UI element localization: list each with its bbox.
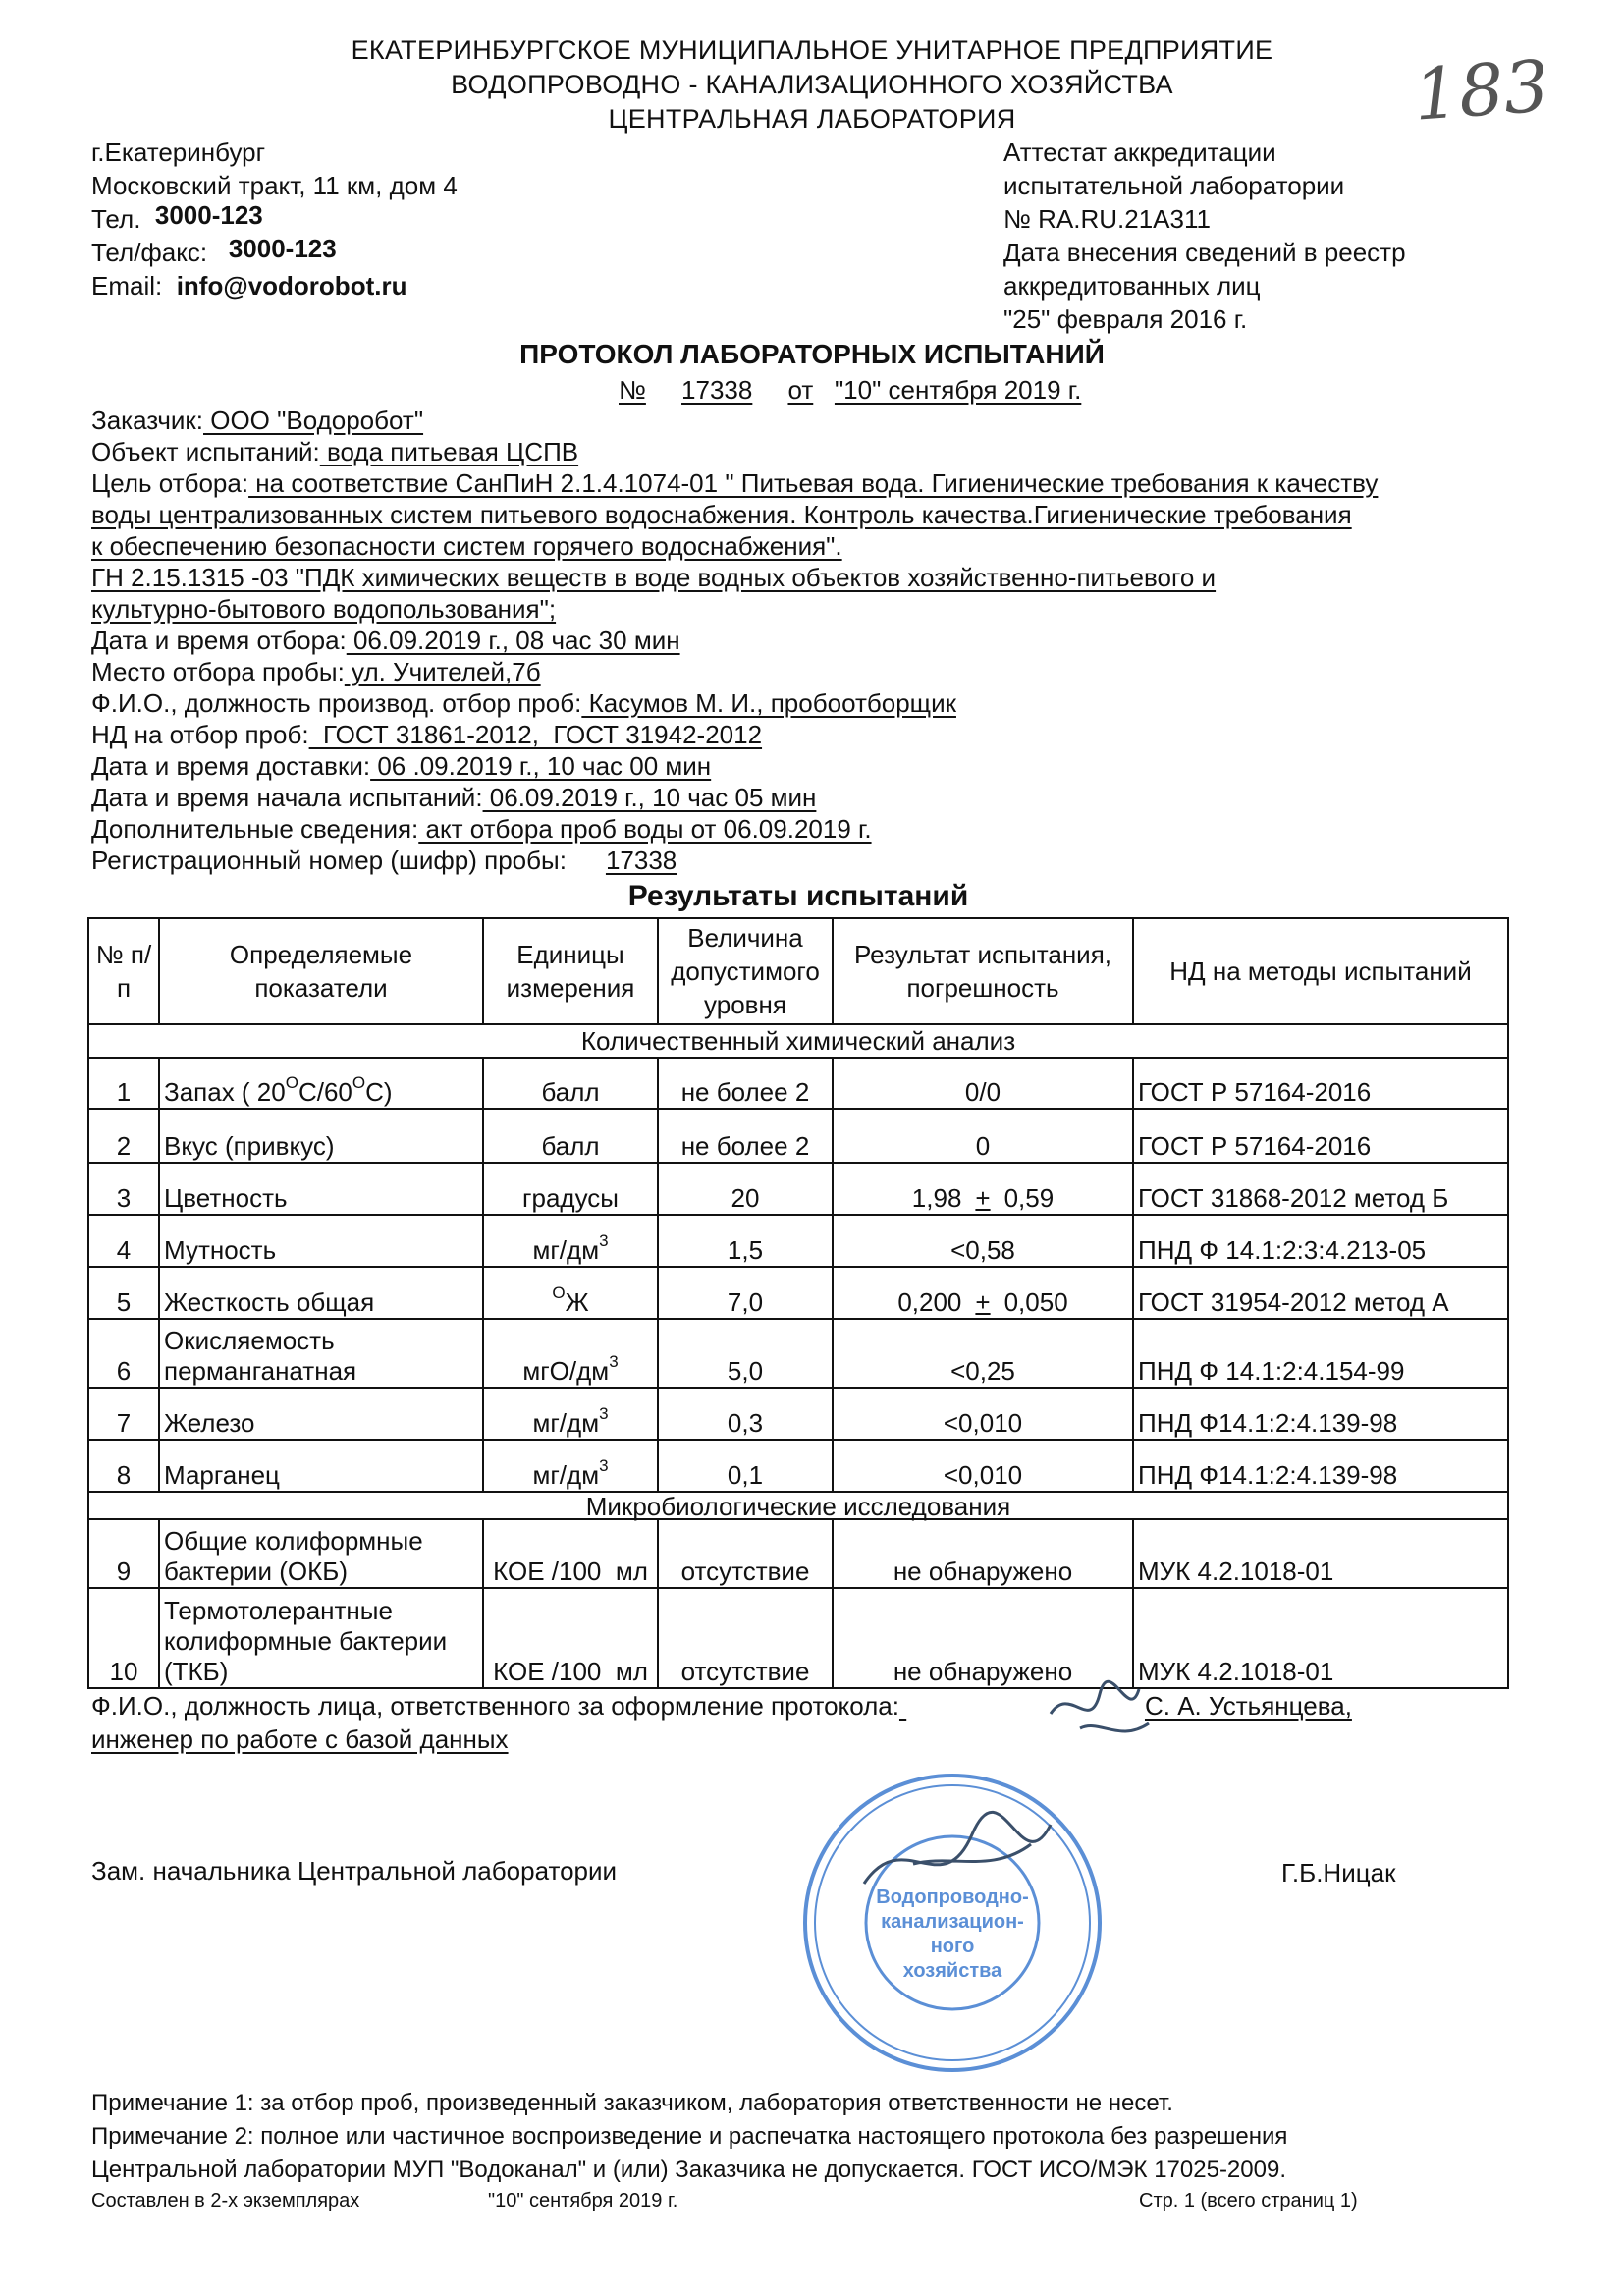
handwritten-page-number: 183 [1411, 44, 1552, 137]
stamp-text: ного [930, 1936, 975, 1957]
row-unit [483, 1440, 658, 1492]
place: ул. Учителей,7б [344, 657, 541, 686]
accreditation-line: Дата внесения сведений в реестр [1003, 238, 1406, 267]
row-limit: 0,3 [658, 1388, 833, 1440]
sampling-datetime-line [91, 626, 680, 656]
result-error: 0,59 [1003, 1183, 1055, 1213]
row-result [833, 1267, 1133, 1319]
row-indicator [159, 1319, 483, 1388]
row-result: 0/0 [833, 1058, 1133, 1109]
accreditation-line: аккредитованных лиц [1003, 271, 1261, 301]
indicator-text: колиформные бактерии [164, 1626, 448, 1656]
row-result: <0,25 [833, 1319, 1133, 1388]
row-num: 4 [88, 1215, 159, 1267]
row-indicator: Мутность [159, 1215, 483, 1267]
row-limit: отсутствие [658, 1588, 833, 1688]
row-indicator [159, 1519, 483, 1588]
stamp-icon [795, 1766, 1110, 2080]
purpose-line-5: культурно-бытового водопользования"; [91, 594, 557, 624]
section-chem: Количественный химический анализ [88, 1024, 1508, 1058]
row-result: не обнаружено [833, 1519, 1133, 1588]
sampler-label: Ф.И.О., должность производ. отбор проб: [91, 688, 582, 718]
row-num: 5 [88, 1267, 159, 1319]
results-title: Результаты испытаний [627, 880, 969, 912]
row-unit: балл [483, 1109, 658, 1163]
extra: акт отбора проб воды от 06.09.2019 г. [418, 814, 872, 844]
row-limit: 5,0 [658, 1319, 833, 1388]
table-row [88, 1388, 1508, 1440]
row-indicator: Марганец [159, 1440, 483, 1492]
responsible-position: инженер по работе с базой данных [91, 1724, 509, 1754]
row-limit: не более 2 [658, 1058, 833, 1109]
row-limit: отсутствие [658, 1519, 833, 1588]
phone-label: Тел. [91, 204, 141, 234]
org-name-line2: ВОДОПРОВОДНО - КАНАЛИЗАЦИОННОГО ХОЗЯЙСТВА [451, 70, 1173, 99]
result-value: 0,200 [897, 1287, 962, 1317]
purpose-line-2: воды централизованных систем питьевого водоснабжения. Контроль качества.Гигиенические требования [91, 500, 1352, 529]
email: info@vodorobot.ru [176, 271, 407, 301]
row-method: МУК 4.2.1018-01 [1133, 1588, 1508, 1688]
indicator-text: Общие колиформные [164, 1526, 423, 1556]
degree-sup: О [552, 1284, 566, 1302]
fax-line [91, 236, 458, 269]
plus-minus-sign: + [975, 1183, 991, 1213]
object-label: Объект испытаний: [91, 437, 320, 466]
results-table [87, 917, 1509, 1689]
table-row [88, 1215, 1508, 1267]
nd-label: НД на отбор проб: [91, 720, 309, 749]
row-num: 10 [88, 1588, 159, 1688]
table-row [88, 1588, 1508, 1688]
row-limit: 7,0 [658, 1267, 833, 1319]
row-num: 3 [88, 1163, 159, 1215]
sampling-datetime: 06.09.2019 г., 08 час 30 мин [346, 626, 680, 655]
table-row [88, 1163, 1508, 1215]
result-error: 0,050 [1003, 1287, 1068, 1317]
place-line [91, 657, 541, 687]
unit-text: мг/дм [532, 1408, 600, 1438]
footer-page: Стр. 1 (всего страниц 1) [1139, 2190, 1358, 2212]
accreditation-block [1003, 136, 1406, 336]
table-row [88, 1440, 1508, 1492]
indicator-text: бактерии (ОКБ) [164, 1557, 348, 1586]
nd-line [91, 720, 762, 750]
extra-line [91, 814, 872, 845]
deputy-name: Г.Б.Ницак [1281, 1858, 1396, 1887]
indicator-text: С) [365, 1077, 393, 1107]
degree-sup: О [352, 1073, 366, 1092]
email-label: Email: [91, 271, 163, 301]
row-indicator [159, 1588, 483, 1688]
row-result: не обнаружено [833, 1588, 1133, 1688]
unit-text: мг/дм [532, 1235, 600, 1265]
unit-text: мгО/дм [522, 1356, 610, 1386]
responsible-name: С. А. Устьянцева, [1144, 1691, 1352, 1721]
row-result: <0,010 [833, 1440, 1133, 1492]
purpose-line-3: к обеспечению безопасности систем горячего водоснабжения". [91, 531, 842, 561]
unit-sup: 3 [609, 1352, 619, 1371]
stamp-text: канализацион- [881, 1911, 1024, 1933]
row-limit: 0,1 [658, 1440, 833, 1492]
reg-number: 17338 [605, 846, 677, 875]
header-limit: Величина допустимого уровня [658, 918, 833, 1024]
row-result [833, 1163, 1133, 1215]
city: г.Екатеринбург [91, 137, 266, 167]
purpose: на соответствие СанПиН 2.1.4.1074-01 " Питьевая вода. Гигиенические требования к качеству [248, 468, 1379, 498]
table-row [88, 1319, 1508, 1388]
row-num: 8 [88, 1440, 159, 1492]
purpose-line-4: ГН 2.15.1315 -03 "ПДК химических веществ в воде водных объектов хозяйственно-питьевого и [91, 563, 1217, 592]
stamp-text: хозяйства [902, 1960, 1002, 1982]
note-1: Примечание 1: за отбор проб, произведенный заказчиком, лаборатория ответственности не несет. [91, 2090, 1173, 2116]
header-indicator: Определяемые показатели [159, 918, 483, 1024]
unit-sup: 3 [599, 1231, 609, 1250]
table-row [88, 1109, 1508, 1163]
protocol-number: 17338 [681, 375, 753, 405]
row-num: 7 [88, 1388, 159, 1440]
row-indicator: Цветность [159, 1163, 483, 1215]
object: вода питьевая ЦСПВ [319, 437, 579, 466]
row-method: ГОСТ 31868-2012 метод Б [1133, 1163, 1508, 1215]
delivery: 06 .09.2019 г., 10 час 00 мин [370, 751, 712, 781]
purpose-line-1 [91, 468, 1378, 499]
protocol-title: ПРОТОКОЛ ЛАБОРАТОРНЫХ ИСПЫТАНИЙ [519, 339, 1105, 369]
purpose-label: Цель отбора: [91, 468, 249, 498]
place-label: Место отбора пробы: [91, 657, 345, 686]
row-unit: КОЕ /100 мл [483, 1519, 658, 1588]
row-method: ГОСТ 31954-2012 метод А [1133, 1267, 1508, 1319]
delivery-line [91, 751, 711, 782]
indicator-text: Окисляемость [164, 1326, 335, 1355]
row-method: ПНД Ф14.1:2:4.139-98 [1133, 1388, 1508, 1440]
row-num: 9 [88, 1519, 159, 1588]
accreditation-line: Аттестат аккредитации [1003, 137, 1276, 167]
row-result: <0,010 [833, 1388, 1133, 1440]
unit-text: Ж [565, 1287, 589, 1317]
row-result: 0 [833, 1109, 1133, 1163]
org-name-line1: ЕКАТЕРИНБУРГСКОЕ МУНИЦИПАЛЬНОЕ УНИТАРНОЕ ПРЕДПРИЯТИЕ [351, 35, 1273, 65]
header-units: Единицы измерения [483, 918, 658, 1024]
responsible-line [91, 1691, 1352, 1722]
unit-text: мг/дм [532, 1460, 600, 1490]
note-2a: Примечание 2: полное или частичное воспроизведение и распечатка настоящего протокола без разрешения [91, 2123, 1288, 2150]
phone: 3000-123 [154, 200, 263, 230]
plus-minus-sign: + [975, 1287, 991, 1317]
row-method: ПНД Ф 14.1:2:3:4.213-05 [1133, 1215, 1508, 1267]
row-unit: КОЕ /100 мл [483, 1588, 658, 1688]
degree-sup: О [285, 1073, 298, 1092]
start-line [91, 783, 816, 813]
row-num: 6 [88, 1319, 159, 1388]
section-row [88, 1024, 1508, 1058]
note-2b: Центральной лаборатории МУП "Водоканал" и (или) Заказчика не допускается. ГОСТ ИСО/МЭК 17025-2009. [91, 2157, 1286, 2183]
email-line [91, 269, 458, 302]
deputy-label: Зам. начальника Центральной лаборатории [91, 1856, 618, 1886]
row-unit [483, 1215, 658, 1267]
header-num: № п/п [88, 918, 159, 1024]
accreditation-line: испытательной лаборатории [1003, 171, 1345, 200]
row-unit: балл [483, 1058, 658, 1109]
row-method: ГОСТ Р 57164-2016 [1133, 1109, 1508, 1163]
sampling-datetime-label: Дата и время отбора: [91, 626, 347, 655]
reg-line [91, 846, 677, 876]
row-method: МУК 4.2.1018-01 [1133, 1519, 1508, 1588]
section-row [88, 1492, 1508, 1519]
start: 06.09.2019 г., 10 час 05 мин [482, 783, 817, 812]
protocol-date: "10" сентября 2019 г. [834, 375, 1082, 405]
accreditation-number: № RA.RU.21A311 [1003, 204, 1211, 234]
row-num: 1 [88, 1058, 159, 1109]
fax: 3000-123 [228, 234, 337, 263]
indicator-text: Термотолерантные [164, 1596, 393, 1625]
table-row [88, 1267, 1508, 1319]
number-label: № [619, 375, 646, 405]
signature-icon [1041, 1674, 1159, 1753]
row-num: 2 [88, 1109, 159, 1163]
fax-label: Тел/факс: [91, 238, 208, 267]
responsible-label: Ф.И.О., должность лица, ответственного за оформление протокола: [91, 1691, 899, 1721]
table-header-row [88, 918, 1508, 1024]
sampler: Касумов М. И., пробоотборщик [581, 688, 956, 718]
customer-line [91, 406, 423, 436]
row-limit: не более 2 [658, 1109, 833, 1163]
row-limit: 1,5 [658, 1215, 833, 1267]
org-name-line3: ЦЕНТРАЛЬНАЯ ЛАБОРАТОРИЯ [608, 104, 1016, 134]
unit-sup: 3 [599, 1404, 609, 1423]
nd: ГОСТ 31861-2012, ГОСТ 31942-2012 [308, 720, 763, 749]
section-micro: Микробиологические исследования [88, 1492, 1508, 1519]
table-row [88, 1058, 1508, 1109]
result-value: 1,98 [911, 1183, 962, 1213]
footer-date: "10" сентября 2019 г. [488, 2190, 678, 2212]
row-method: ГОСТ Р 57164-2016 [1133, 1058, 1508, 1109]
header-method: НД на методы испытаний [1133, 918, 1508, 1024]
row-limit: 20 [658, 1163, 833, 1215]
reg-label: Регистрационный номер (шифр) пробы: [91, 846, 567, 875]
row-unit [483, 1319, 658, 1388]
row-method: ПНД Ф14.1:2:4.139-98 [1133, 1440, 1508, 1492]
row-method: ПНД Ф 14.1:2:4.154-99 [1133, 1319, 1508, 1388]
indicator-text: Запах ( 20 [164, 1077, 286, 1107]
accreditation-date: "25" февраля 2016 г. [1003, 304, 1248, 334]
stamp-text: Водопроводно- [876, 1886, 1029, 1908]
customer-label: Заказчик: [91, 406, 204, 435]
row-unit [483, 1267, 658, 1319]
table-row [88, 1519, 1508, 1588]
row-result: <0,58 [833, 1215, 1133, 1267]
row-indicator: Вкус (привкус) [159, 1109, 483, 1163]
row-indicator [159, 1058, 483, 1109]
extra-label: Дополнительные сведения: [91, 814, 419, 844]
indicator-text: С/60 [298, 1077, 352, 1107]
from-label: от [787, 375, 814, 405]
row-indicator: Железо [159, 1388, 483, 1440]
row-indicator: Жесткость общая [159, 1267, 483, 1319]
row-unit: градусы [483, 1163, 658, 1215]
address: Московский тракт, 11 км, дом 4 [91, 171, 458, 200]
unit-sup: 3 [599, 1456, 609, 1475]
start-label: Дата и время начала испытаний: [91, 783, 483, 812]
customer: ООО "Водоробот" [203, 406, 424, 435]
row-unit [483, 1388, 658, 1440]
contacts-block [91, 136, 458, 302]
footer-copies: Составлен в 2-х экземплярах [91, 2190, 360, 2212]
indicator-text: (ТКБ) [164, 1657, 229, 1686]
phone-line [91, 202, 458, 236]
header-result: Результат испытания, погрешность [833, 918, 1133, 1024]
protocol-number-line [619, 375, 1081, 406]
sampler-line [91, 688, 956, 719]
delivery-label: Дата и время доставки: [91, 751, 371, 781]
indicator-text: перманганатная [164, 1356, 357, 1386]
object-line [91, 437, 578, 467]
